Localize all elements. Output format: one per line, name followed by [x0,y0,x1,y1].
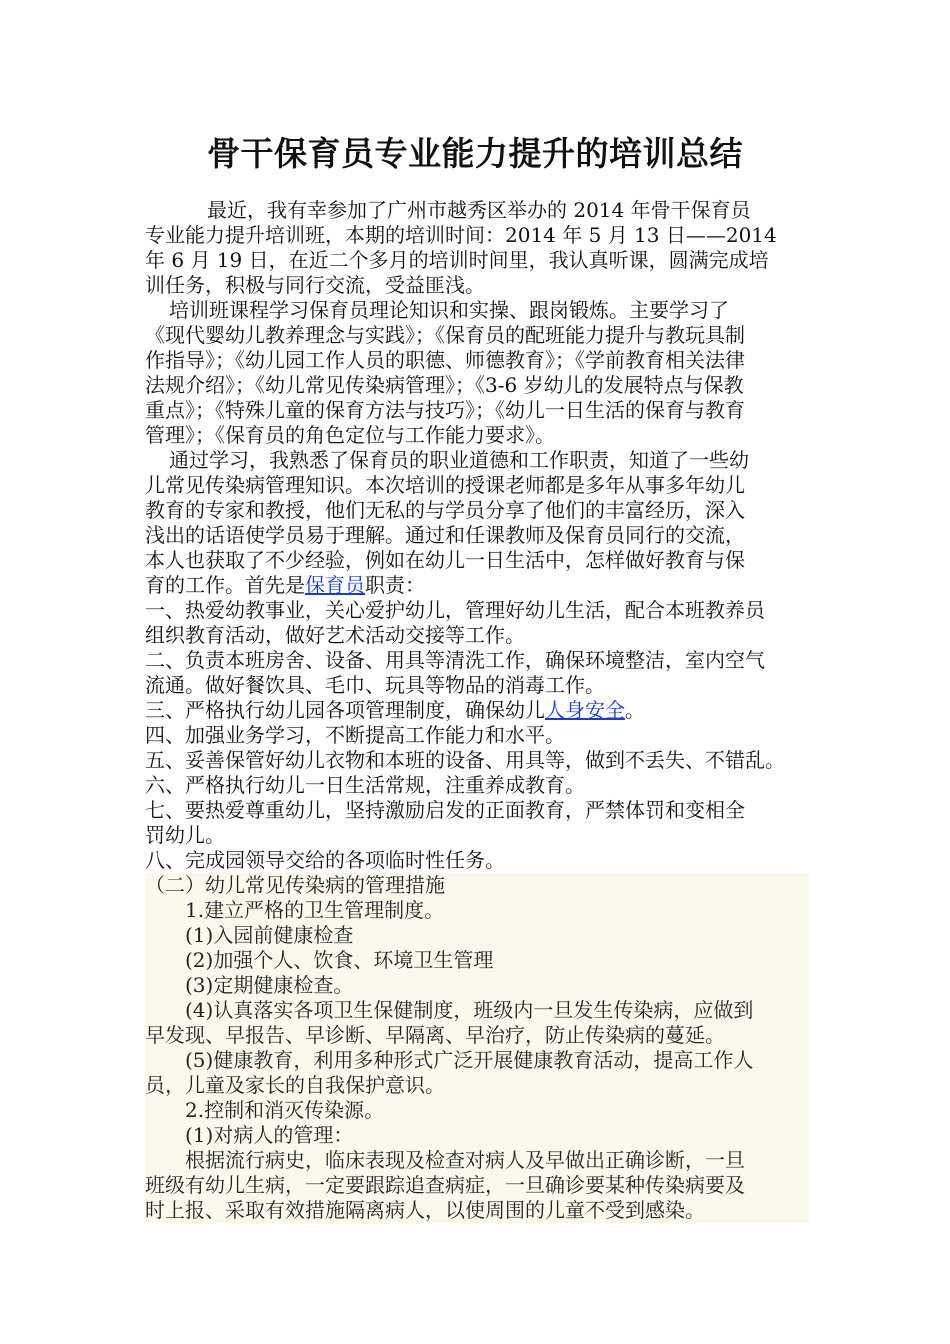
text-span: 职责： [365,573,425,597]
text-line: 儿常见传染病管理知识。本次培训的授课老师都是多年从事多年幼儿 [145,473,745,497]
text-line: 浅出的话语使学员易于理解。通过和任课教师及保育员同行的交流， [145,523,745,547]
duty-item-continued: 组织教育活动，做好艺术活动交接等工作。 [145,623,525,647]
text-line: 《现代婴幼儿教养理念与实践》；《保育员的配班能力提升与教玩具制 [145,323,745,347]
duty-item [145,698,815,723]
text-line: 管理》；《保育员的角色定位与工作能力要求》。 [145,423,555,447]
text-line: (5)健康教育，利用多种形式广泛开展健康教育活动，提高工作人 [185,1048,754,1072]
duties-list [145,598,815,873]
courses-paragraph [145,298,815,448]
text-line: 年 6 月 19 日，在近二个多月的培训时间里，我认真听课，圆满完成培 [145,248,769,272]
duty-item: 八、完成园领导交给的各项临时性任务。 [145,848,505,872]
text-line [145,573,815,598]
intro-paragraph [145,198,815,298]
text-line: (3)定期健康检查。 [185,973,354,997]
page-title: 骨干保育员专业能力提升的培训总结 [207,134,743,173]
text-line: 班级有幼儿生病，一定要跟踪追查病症，一旦确诊要某种传染病要及 [145,1173,745,1197]
nursery-staff-link[interactable]: 保育员 [305,573,365,597]
duty-item: 四、加强业务学习，不断提高工作能力和水平。 [145,723,565,747]
text-line: 培训班课程学习保育员理论知识和实操、跟岗锻炼。主要学习了 [169,298,729,322]
text-line: 根据流行病史，临床表现及检查对病人及早做出正确诊断，一旦 [185,1148,745,1172]
text-line: (4)认真落实各项卫生保健制度，班级内一旦发生传染病，应做到 [185,998,754,1022]
text-line: 2.控制和消灭传染源。 [185,1098,385,1122]
personal-safety-link[interactable]: 人身安全 [545,698,625,722]
text-span: 育的工作。首先是 [145,573,305,597]
text-line: 通过学习，我熟悉了保育员的职业道德和工作职责，知道了一些幼 [169,448,749,472]
learning-paragraph [145,448,815,598]
duty-item: 七、要热爱尊重幼儿，坚持激励启发的正面教育，严禁体罚和变相全 [145,798,745,822]
text-span: 。 [625,698,645,722]
text-line: 时上报、采取有效措施隔离病人，以使周围的儿童不受到感染。 [145,1198,705,1222]
text-line: 1.建立严格的卫生管理制度。 [185,898,445,922]
measures-section [145,873,809,1223]
text-line: (2)加强个人、饮食、环境卫生管理 [185,948,494,972]
text-line: 重点》；《特殊儿童的保育方法与技巧》；《幼儿一日生活的保育与教育 [145,398,745,422]
text-line: 早发现、早报告、早诊断、早隔离、早治疗，防止传染病的蔓延。 [145,1023,725,1047]
duty-item-continued: 流通。做好餐饮具、毛巾、玩具等物品的消毒工作。 [145,673,605,697]
text-span: 三、严格执行幼儿园各项管理制度，确保幼儿 [145,698,545,722]
section-heading: （二）幼儿常见传染病的管理措施 [145,873,445,897]
text-line: 训任务，积极与同行交流，受益匪浅。 [145,273,485,297]
text-line: 最近，我有幸参加了广州市越秀区举办的 2014 年骨干保育员 [207,198,751,222]
text-line: (1)入园前健康检查 [185,923,354,947]
duty-item: 二、负责本班房舍、设备、用具等清洗工作，确保环境整洁，室内空气 [145,648,765,672]
text-line: 专业能力提升培训班，本期的培训时间：2014 年 5 月 13 日——2014 [145,223,777,247]
duty-item: 一、热爱幼教事业，关心爱护幼儿，管理好幼儿生活，配合本班教养员 [145,598,765,622]
text-line: 作指导》；《幼儿园工作人员的职德、师德教育》；《学前教育相关法律 [145,348,745,372]
text-line: 法规介绍》；《幼儿常见传染病管理》；《3-6 岁幼儿的发展特点与保教 [145,373,744,397]
duty-item-continued: 罚幼儿。 [145,823,225,847]
text-line: 员，儿童及家长的自我保护意识。 [145,1073,445,1097]
text-line: 教育的专家和教授，他们无私的与学员分享了他们的丰富经历，深入 [145,498,745,522]
duty-item: 五、妥善保管好幼儿衣物和本班的设备、用具等，做到不丢失、不错乱。 [145,748,785,772]
duty-item: 六、严格执行幼儿一日生活常规，注重养成教育。 [145,773,585,797]
text-line: 本人也获取了不少经验，例如在幼儿一日生活中，怎样做好教育与保 [145,548,745,572]
text-line: (1)对病人的管理： [185,1123,354,1147]
document-body [145,198,815,1223]
